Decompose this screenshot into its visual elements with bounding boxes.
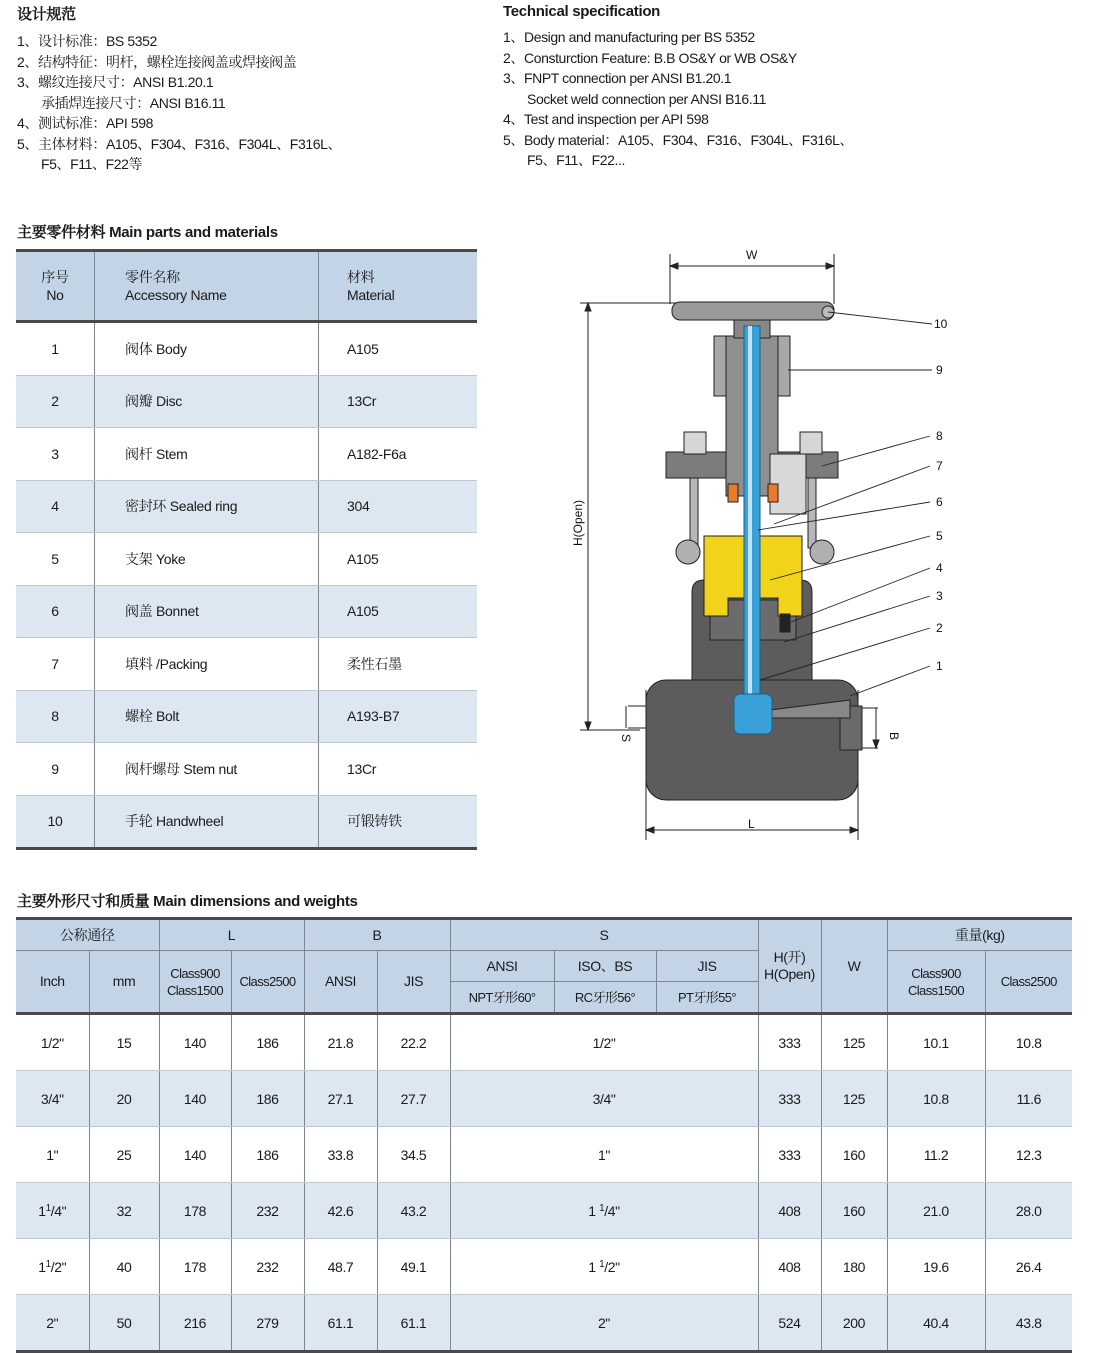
weight-class2500: 12.3 bbox=[985, 1127, 1072, 1183]
inch-denominator: 3/4" bbox=[40, 1090, 64, 1107]
callout-label: 6 bbox=[936, 495, 943, 509]
size-inch bbox=[16, 1183, 89, 1239]
s-denominator: 3/4" bbox=[592, 1090, 616, 1107]
inch-denominator: /2" bbox=[50, 1258, 67, 1275]
size-mm: 50 bbox=[89, 1295, 159, 1352]
weight-class900: 19.6 bbox=[887, 1239, 985, 1295]
dims-title: 主要外形尺寸和质量 Main dimensions and weights bbox=[17, 893, 358, 910]
header-s-iso: ISO、BS bbox=[554, 951, 656, 982]
b-jis: 61.1 bbox=[377, 1295, 450, 1352]
callout-label: 10 bbox=[934, 317, 948, 331]
header-s: S bbox=[450, 919, 758, 951]
dims-body bbox=[16, 1014, 1072, 1352]
s-denominator: 1/2" bbox=[592, 1034, 616, 1051]
part-no: 2 bbox=[16, 375, 95, 428]
header-no-cn: 序号 bbox=[41, 269, 69, 285]
class1500-label: Class1500 bbox=[166, 982, 224, 998]
s-denominator: 1" bbox=[598, 1146, 610, 1163]
s-denominator: /2" bbox=[604, 1258, 620, 1275]
b-jis: 34.5 bbox=[377, 1127, 450, 1183]
table-row bbox=[16, 795, 477, 849]
l-class2500: 186 bbox=[231, 1071, 304, 1127]
dims-header-row-1 bbox=[16, 919, 1072, 951]
spec-en-line: F5、F11、F22... bbox=[527, 152, 626, 168]
inch-denominator: /4" bbox=[50, 1202, 67, 1219]
header-h bbox=[758, 919, 821, 1014]
part-no: 10 bbox=[16, 795, 95, 849]
b-ansi: 61.1 bbox=[304, 1295, 377, 1352]
header-h-cn: H(开) bbox=[773, 949, 806, 965]
parts-header-no bbox=[16, 251, 95, 322]
size-mm: 32 bbox=[89, 1183, 159, 1239]
part-name: 手轮 Handwheel bbox=[95, 795, 319, 849]
part-name: 填料 /Packing bbox=[95, 638, 319, 691]
l-class2500: 232 bbox=[231, 1239, 304, 1295]
part-no: 8 bbox=[16, 690, 95, 743]
header-rc: RC牙形56° bbox=[554, 982, 656, 1014]
part-no: 7 bbox=[16, 638, 95, 691]
s-denominator: 2" bbox=[598, 1314, 610, 1331]
dims-table bbox=[16, 917, 1072, 1353]
spec-cn-line: 2、结构特征：明杆，螺栓连接阀盖或焊接阀盖 bbox=[17, 53, 297, 70]
inch-denominator: 2" bbox=[46, 1314, 59, 1331]
w-value: 125 bbox=[821, 1071, 887, 1127]
weight-class2500: 26.4 bbox=[985, 1239, 1072, 1295]
callout-label: 2 bbox=[936, 621, 943, 635]
size-inch bbox=[16, 1295, 89, 1352]
b-jis: 27.7 bbox=[377, 1071, 450, 1127]
header-w: W bbox=[821, 919, 887, 1014]
header-mat-cn: 材料 bbox=[347, 269, 375, 285]
class900-label: Class900 bbox=[170, 965, 220, 981]
table-row bbox=[16, 428, 477, 481]
w-value: 160 bbox=[821, 1127, 887, 1183]
l-class2500: 186 bbox=[231, 1014, 304, 1071]
dims-header-row-2 bbox=[16, 951, 1072, 982]
header-no-en: No bbox=[46, 287, 64, 303]
w-value: 180 bbox=[821, 1239, 887, 1295]
parts-title: 主要零件材料 Main parts and materials bbox=[17, 224, 278, 241]
size-inch bbox=[16, 1014, 89, 1071]
spec-cn-line: 3、螺纹连接尺寸：ANSI B1.20.1 bbox=[17, 74, 214, 90]
table-row bbox=[16, 585, 477, 638]
header-b-jis: JIS bbox=[377, 951, 450, 1014]
inch-denominator: 1" bbox=[46, 1146, 59, 1163]
class900-label: Class900 bbox=[911, 965, 961, 981]
w-value: 160 bbox=[821, 1183, 887, 1239]
inch-whole: 1 bbox=[38, 1258, 46, 1275]
parts-header-material bbox=[319, 251, 478, 322]
b-ansi: 33.8 bbox=[304, 1127, 377, 1183]
table-row bbox=[16, 375, 477, 428]
b-jis: 49.1 bbox=[377, 1239, 450, 1295]
part-material: A193-B7 bbox=[319, 690, 478, 743]
table-row bbox=[16, 1239, 1072, 1295]
header-b-ansi: ANSI bbox=[304, 951, 377, 1014]
spec-cn-line: 5、主体材料：A105、F304、F316、F304L、F316L、 bbox=[17, 135, 342, 152]
part-material: 13Cr bbox=[319, 743, 478, 796]
header-b: B bbox=[304, 919, 450, 951]
table-row bbox=[16, 1295, 1072, 1352]
valve-cross-section-drawing bbox=[560, 240, 960, 840]
callout-label: 9 bbox=[936, 363, 943, 377]
w-value: 125 bbox=[821, 1014, 887, 1071]
w-value: 200 bbox=[821, 1295, 887, 1352]
spec-cn-line: 4、测试标准：API 598 bbox=[17, 115, 153, 131]
header-l-class900 bbox=[159, 951, 231, 1014]
dim-label-b: B bbox=[887, 732, 901, 741]
table-row bbox=[16, 1183, 1072, 1239]
s-thread bbox=[450, 1014, 758, 1071]
header-weight: 重量(kg) bbox=[887, 919, 1072, 951]
callout-label: 4 bbox=[936, 561, 943, 575]
spec-en-list bbox=[503, 27, 853, 171]
h-open: 408 bbox=[758, 1239, 821, 1295]
b-jis: 22.2 bbox=[377, 1014, 450, 1071]
spec-en-line: 4、Test and inspection per API 598 bbox=[503, 111, 709, 127]
spec-cn-title: 设计规范 bbox=[17, 6, 76, 23]
table-row bbox=[16, 1071, 1072, 1127]
spec-en-line: 2、Consturction Feature: B.B OS&Y or WB OS&Y bbox=[503, 49, 797, 66]
parts-header-row bbox=[16, 251, 477, 322]
header-pt: PT牙形55° bbox=[656, 982, 758, 1014]
size-mm: 20 bbox=[89, 1071, 159, 1127]
l-class900: 178 bbox=[159, 1183, 231, 1239]
header-name-en: Accessory Name bbox=[125, 287, 227, 303]
table-row bbox=[16, 638, 477, 691]
b-ansi: 21.8 bbox=[304, 1014, 377, 1071]
l-class2500: 186 bbox=[231, 1127, 304, 1183]
callout-label: 8 bbox=[936, 429, 943, 443]
table-row bbox=[16, 690, 477, 743]
part-name: 阀体 Body bbox=[95, 322, 319, 376]
inch-whole: 1 bbox=[38, 1202, 46, 1219]
size-inch bbox=[16, 1127, 89, 1183]
s-whole: 1 bbox=[588, 1202, 600, 1219]
b-jis: 43.2 bbox=[377, 1183, 450, 1239]
s-denominator: /4" bbox=[604, 1202, 620, 1219]
h-open: 408 bbox=[758, 1183, 821, 1239]
header-npt: NPT牙形60° bbox=[450, 982, 554, 1014]
size-mm: 25 bbox=[89, 1127, 159, 1183]
spec-en-line: Socket weld connection per ANSI B16.11 bbox=[527, 90, 767, 107]
part-material: 13Cr bbox=[319, 375, 478, 428]
s-numerator: 1 bbox=[599, 1258, 605, 1270]
h-open: 333 bbox=[758, 1127, 821, 1183]
header-mat-en: Material bbox=[347, 287, 395, 303]
part-no: 5 bbox=[16, 533, 95, 586]
callout-label: 5 bbox=[936, 529, 943, 543]
table-row bbox=[16, 480, 477, 533]
table-row bbox=[16, 1014, 1072, 1071]
l-class2500: 279 bbox=[231, 1295, 304, 1352]
part-name: 阀瓣 Disc bbox=[95, 375, 319, 428]
spec-cn-line: 承插焊连接尺寸：ANSI B16.11 bbox=[41, 94, 226, 111]
l-class2500: 232 bbox=[231, 1183, 304, 1239]
part-material: 柔性石墨 bbox=[319, 638, 478, 691]
part-name: 密封环 Sealed ring bbox=[95, 480, 319, 533]
weight-class900: 40.4 bbox=[887, 1295, 985, 1352]
part-no: 9 bbox=[16, 743, 95, 796]
dim-label-w: W bbox=[746, 248, 758, 262]
weight-class2500: 43.8 bbox=[985, 1295, 1072, 1352]
header-l-class2500: Class2500 bbox=[231, 951, 304, 1014]
part-no: 1 bbox=[16, 322, 95, 376]
h-open: 333 bbox=[758, 1014, 821, 1071]
l-class900: 140 bbox=[159, 1071, 231, 1127]
spec-en-line: 5、Body material：A105、F304、F316、F304L、F316L、 bbox=[503, 131, 854, 148]
s-thread bbox=[450, 1239, 758, 1295]
header-s-ansi: ANSI bbox=[450, 951, 554, 982]
table-row bbox=[16, 322, 477, 376]
inch-numerator: 1 bbox=[45, 1258, 51, 1270]
part-material: A105 bbox=[319, 533, 478, 586]
l-class900: 140 bbox=[159, 1127, 231, 1183]
part-material: A182-F6a bbox=[319, 428, 478, 481]
inch-numerator: 1 bbox=[45, 1202, 51, 1214]
spec-en-title: Technical specification bbox=[503, 3, 661, 20]
size-mm: 15 bbox=[89, 1014, 159, 1071]
part-no: 4 bbox=[16, 480, 95, 533]
header-wt-class2500: Class2500 bbox=[985, 951, 1072, 1014]
header-s-jis: JIS bbox=[656, 951, 758, 982]
header-inch: Inch bbox=[16, 951, 89, 1014]
dim-label-s: S bbox=[619, 734, 633, 743]
weight-class2500: 28.0 bbox=[985, 1183, 1072, 1239]
spec-cn-line: F5、F11、F22等 bbox=[41, 156, 143, 172]
l-class900: 178 bbox=[159, 1239, 231, 1295]
s-thread bbox=[450, 1295, 758, 1352]
parts-header-name bbox=[95, 251, 319, 322]
spec-cn-list bbox=[17, 31, 341, 175]
spec-cn-line: 1、设计标准：BS 5352 bbox=[17, 33, 157, 49]
size-inch bbox=[16, 1239, 89, 1295]
header-nominal: 公称通径 bbox=[16, 919, 159, 951]
weight-class900: 21.0 bbox=[887, 1183, 985, 1239]
table-row bbox=[16, 1127, 1072, 1183]
size-inch bbox=[16, 1071, 89, 1127]
h-open: 333 bbox=[758, 1071, 821, 1127]
header-l: L bbox=[159, 919, 304, 951]
class1500-label: Class1500 bbox=[907, 982, 965, 998]
header-h-en: H(Open) bbox=[764, 966, 815, 982]
s-numerator: 1 bbox=[599, 1202, 605, 1214]
part-material: 可锻铸铁 bbox=[319, 795, 478, 849]
h-open: 524 bbox=[758, 1295, 821, 1352]
part-name: 阀盖 Bonnet bbox=[95, 585, 319, 638]
weight-class900: 11.2 bbox=[887, 1127, 985, 1183]
dim-label-l: L bbox=[748, 817, 755, 831]
callout-label: 1 bbox=[936, 659, 943, 673]
header-wt-class900 bbox=[887, 951, 985, 1014]
s-thread bbox=[450, 1127, 758, 1183]
dim-label-h: H(Open) bbox=[571, 499, 585, 546]
spec-en-line: 1、Design and manufacturing per BS 5352 bbox=[503, 29, 755, 45]
table-row bbox=[16, 533, 477, 586]
part-no: 3 bbox=[16, 428, 95, 481]
weight-class900: 10.8 bbox=[887, 1071, 985, 1127]
part-no: 6 bbox=[16, 585, 95, 638]
weight-class2500: 10.8 bbox=[985, 1014, 1072, 1071]
header-mm: mm bbox=[89, 951, 159, 1014]
b-ansi: 48.7 bbox=[304, 1239, 377, 1295]
part-name: 阀杆 Stem bbox=[95, 428, 319, 481]
s-thread bbox=[450, 1071, 758, 1127]
l-class900: 140 bbox=[159, 1014, 231, 1071]
s-thread bbox=[450, 1183, 758, 1239]
part-material: A105 bbox=[319, 585, 478, 638]
b-ansi: 42.6 bbox=[304, 1183, 377, 1239]
weight-class900: 10.1 bbox=[887, 1014, 985, 1071]
spec-en-line: 3、FNPT connection per ANSI B1.20.1 bbox=[503, 70, 732, 86]
spec-cn bbox=[17, 3, 341, 175]
s-whole: 1 bbox=[588, 1258, 600, 1275]
l-class900: 216 bbox=[159, 1295, 231, 1352]
callout-label: 7 bbox=[936, 459, 943, 473]
part-name: 阀杆螺母 Stem nut bbox=[95, 743, 319, 796]
inch-denominator: 1/2" bbox=[40, 1034, 64, 1051]
size-mm: 40 bbox=[89, 1239, 159, 1295]
header-name-cn: 零件名称 bbox=[125, 269, 180, 285]
part-material: 304 bbox=[319, 480, 478, 533]
weight-class2500: 11.6 bbox=[985, 1071, 1072, 1127]
table-row bbox=[16, 743, 477, 796]
callout-label: 3 bbox=[936, 589, 943, 603]
part-name: 支架 Yoke bbox=[95, 533, 319, 586]
spec-en bbox=[503, 3, 853, 171]
part-material: A105 bbox=[319, 322, 478, 376]
parts-table bbox=[16, 249, 477, 850]
part-name: 螺栓 Bolt bbox=[95, 690, 319, 743]
b-ansi: 27.1 bbox=[304, 1071, 377, 1127]
